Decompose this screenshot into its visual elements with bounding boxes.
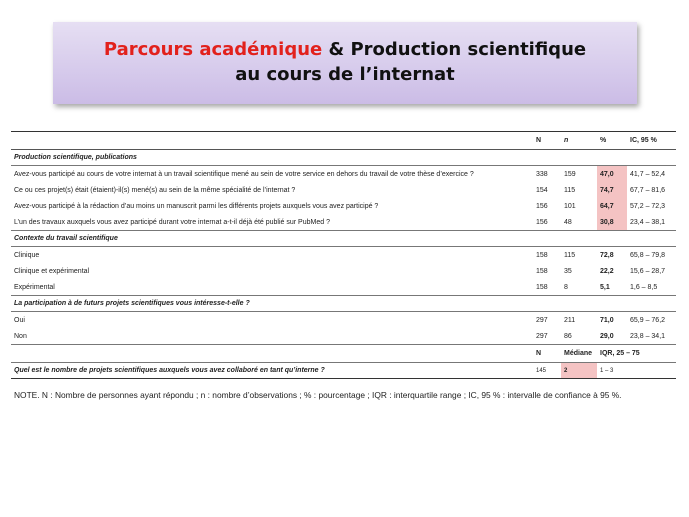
row-ic: 41,7 – 52,4 xyxy=(630,170,666,178)
row-label: Avez-vous participé à la rédaction d’au moins un manuscrit parmi les différents projets auxquels vous avez participé ? xyxy=(14,202,379,210)
row-label: L’un des travaux auxquels vous avez participé durant votre internat a-t-il déjà été publié sur PubMed ? xyxy=(14,218,330,226)
median-header-iqr: IQR, 25 – 75 xyxy=(597,345,676,363)
row-n-obs: 115 xyxy=(564,186,576,194)
row-n: 158 xyxy=(536,251,548,259)
row-n-obs: 86 xyxy=(564,332,572,340)
header-n: N xyxy=(533,132,561,150)
results-table xyxy=(11,131,676,379)
title-rest: & Production scientifique xyxy=(322,39,587,60)
row-label: Ce ou ces projet(s) était (étaient)-il(s) mené(s) au sein de la même spécialité de l’internat ? xyxy=(14,186,296,194)
table-row xyxy=(11,214,676,231)
page-title-line-2: au cours de l’internat xyxy=(235,64,455,85)
section-row xyxy=(11,150,676,166)
row-label: Oui xyxy=(14,316,25,324)
row-n: 154 xyxy=(536,186,548,194)
row-n-obs: 211 xyxy=(564,316,576,324)
title-highlight: Parcours académique xyxy=(103,39,323,60)
table-row xyxy=(11,247,676,264)
row-pct: 29,0 xyxy=(600,332,614,340)
section-row xyxy=(11,296,676,312)
median-row xyxy=(11,363,676,379)
table-row xyxy=(11,198,676,214)
median-row-n: 145 xyxy=(533,363,561,379)
row-pct: 72,8 xyxy=(600,251,614,259)
row-n-obs: 48 xyxy=(564,218,572,226)
row-label: Avez-vous participé au cours de votre internat à un travail scientifique mené au sein de votre service en dehors du travail de votre thèse d’exercice ? xyxy=(14,170,474,178)
row-ic: 23,4 – 38,1 xyxy=(630,218,666,226)
median-row-label: Quel est le nombre de projets scientifiques auxquels vous avez collaboré en tant qu’interne ? xyxy=(11,363,533,379)
row-n-obs: 35 xyxy=(564,267,572,275)
section-title: Production scientifique, publications xyxy=(11,150,676,166)
row-pct: 64,7 xyxy=(597,198,627,214)
row-label: Expérimental xyxy=(14,283,55,291)
row-pct: 71,0 xyxy=(600,316,614,324)
table-row xyxy=(11,263,676,279)
row-n: 156 xyxy=(536,218,548,226)
header-ic: IC, 95 % xyxy=(627,132,676,150)
median-header-n: N xyxy=(533,345,561,363)
row-label: Clinique et expérimental xyxy=(14,267,90,275)
row-ic: 15,6 – 28,7 xyxy=(630,267,666,275)
median-header-row xyxy=(11,345,676,363)
row-n-obs: 8 xyxy=(564,283,568,291)
row-pct: 5,1 xyxy=(600,283,610,291)
title-box xyxy=(53,22,637,104)
table-row xyxy=(11,312,676,329)
row-n: 297 xyxy=(536,316,548,324)
row-n: 297 xyxy=(536,332,548,340)
section-title: La participation à de futurs projets scientifiques vous intéresse-t-elle ? xyxy=(11,296,676,312)
row-ic: 57,2 – 72,3 xyxy=(630,202,666,210)
row-n: 158 xyxy=(536,283,548,291)
row-ic: 65,9 – 76,2 xyxy=(630,316,666,324)
header-n-obs: n xyxy=(561,132,597,150)
section-row xyxy=(11,231,676,247)
median-row-iqr: 1 – 3 xyxy=(597,363,676,379)
table-header-row xyxy=(11,132,676,150)
row-ic: 23,8 – 34,1 xyxy=(630,332,666,340)
row-n-obs: 115 xyxy=(564,251,576,259)
row-label: Clinique xyxy=(14,251,40,259)
row-n: 338 xyxy=(536,170,548,178)
row-pct: 22,2 xyxy=(600,267,614,275)
header-label xyxy=(11,132,533,150)
row-n: 158 xyxy=(536,267,548,275)
row-ic: 1,6 – 8,5 xyxy=(630,283,658,291)
row-ic: 65,8 – 79,8 xyxy=(630,251,666,259)
median-header-label xyxy=(11,345,533,363)
row-n-obs: 159 xyxy=(564,170,576,178)
row-label: Non xyxy=(14,332,27,340)
median-header-median: Médiane xyxy=(561,345,597,363)
section-title: Contexte du travail scientifique xyxy=(11,231,676,247)
header-pct: % xyxy=(597,132,627,150)
row-ic: 67,7 – 81,6 xyxy=(630,186,666,194)
row-n: 156 xyxy=(536,202,548,210)
table-row xyxy=(11,166,676,183)
table-row xyxy=(11,328,676,345)
table-note: NOTE. N : Nombre de personnes ayant répondu ; n : nombre d’observations ; % : pourcentage ; IQR : interquartile range ; IC, 95 % : intervalle de confiance à 95 %. xyxy=(14,390,622,400)
row-n-obs: 101 xyxy=(564,202,576,210)
row-pct: 47,0 xyxy=(597,166,627,183)
row-pct: 74,7 xyxy=(597,182,627,198)
page-title-line-1 xyxy=(53,37,637,62)
table-row xyxy=(11,279,676,296)
median-row-median: 2 xyxy=(561,363,597,379)
row-pct: 30,8 xyxy=(597,214,627,231)
table-row xyxy=(11,182,676,198)
